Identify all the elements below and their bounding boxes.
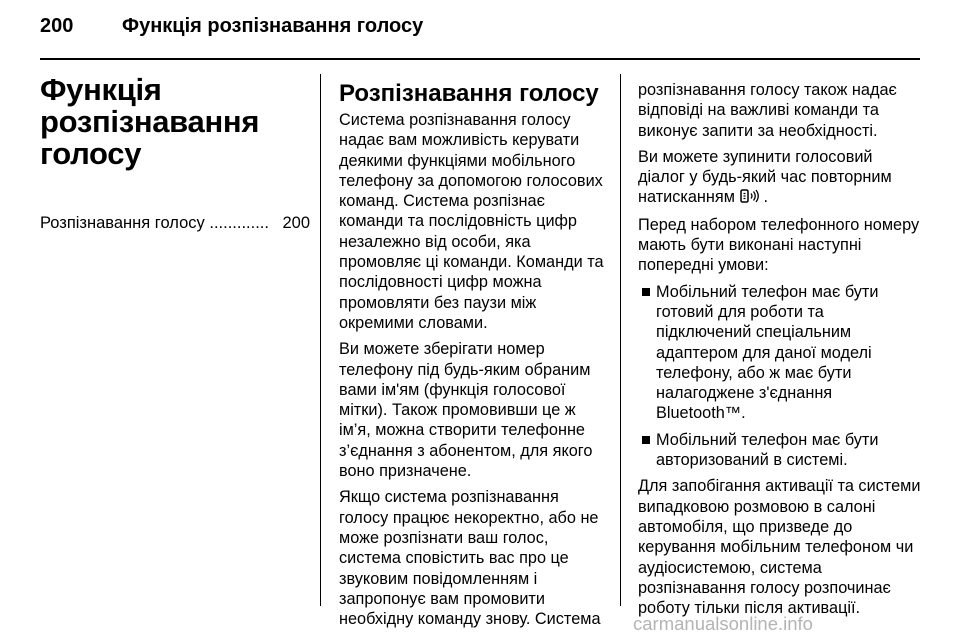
column-divider-2 (620, 74, 621, 606)
voice-control-icon (740, 188, 762, 208)
toc-column (40, 74, 310, 233)
header-title: Функція розпізнавання голосу (122, 15, 424, 37)
bullet-item (638, 430, 923, 471)
paragraph: Якщо система розпізнавання голосу працює некоректно, або не може розпізнати ваш голос, система сповістить вас про це звуковим повідомленням і запропонує вам промовити необхідну команду знову. Система (339, 488, 601, 629)
chapter-heading: Функція розпізнавання голосу (40, 72, 260, 171)
page-number: 200 (40, 15, 74, 37)
toc-leader-dots: ............. (209, 214, 269, 232)
paragraph-text-end: . (763, 188, 768, 207)
bullet-text: Мобільний телефон має бути готовий для роботи та підключений спеціальним адаптером для даної моделі телефону, або ж має бути налагоджене з'єднання Bluetooth™. (656, 282, 879, 423)
toc-entry-label[interactable]: Розпізнавання голосу (40, 214, 205, 232)
bullet-text: Мобільний телефон має бути авторизований в системі. (656, 430, 879, 470)
paragraph-with-icon (638, 147, 923, 209)
watermark: carmanualsonline.info (633, 613, 813, 634)
section-title: Розпізнавання голосу (339, 80, 599, 107)
paragraph: Для запобігання активації та системи випадковою розмовою в салоні автомобіля, що призведе до керування мобільним телефоном чи аудіосистемою, система розпізнавання голосу розпочинає роботу тільки після активації. (638, 477, 921, 618)
paragraph: Система розпізнавання голосу надає вам можливість керувати деякими функціями мобільного телефону за допомогою голосових команд. Система розпізнає команди та послідовність цифр незалежно від особи, яка промовляє ці команди. Команди та послідовності цифр можна промовляти без паузи між окремими словами. (339, 111, 604, 332)
paragraph-text: Ви можете зупинити голосовий діалог у будь-який час повторним натисканням (638, 147, 892, 207)
toc-entry[interactable] (40, 214, 310, 233)
content-column-2 (638, 80, 923, 624)
content-column-1 (339, 80, 611, 635)
paragraph: Перед набором телефонного номеру мають бути виконані наступні попередні умови: (638, 215, 920, 275)
bullet-square-icon (642, 436, 650, 444)
bullet-item (638, 282, 923, 424)
paragraph: розпізнавання голосу також надає відповіді на важливі команди та виконує запити за необхідності. (638, 81, 897, 140)
toc-entry-page[interactable]: 200 (282, 214, 310, 232)
header-rule (40, 58, 920, 60)
column-divider-1 (320, 74, 321, 606)
paragraph: Ви можете зберігати номер телефону під будь-яким обраним вами ім'ям (функція голосової мітки). Також промовивши це ж ім’я, можна створити телефонне з’єднання з абонентом, для якого воно призначене. (339, 340, 593, 481)
bullet-square-icon (642, 288, 650, 296)
